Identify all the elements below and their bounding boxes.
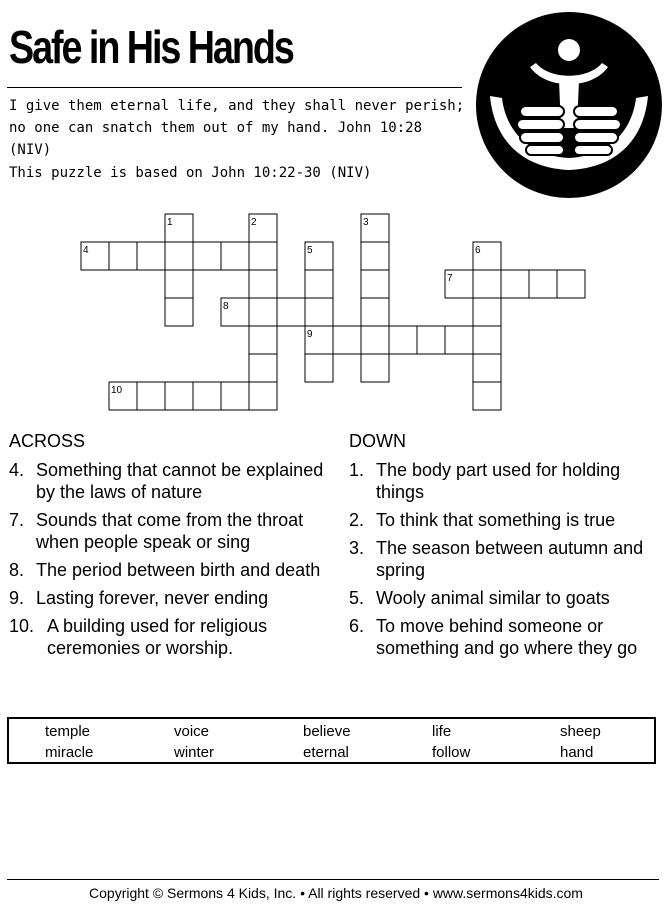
- clue-item: [9, 559, 329, 581]
- down-clues: [349, 430, 659, 665]
- crossword-cell[interactable]: [361, 298, 389, 326]
- crossword-cell[interactable]: [249, 298, 277, 326]
- title-divider: [7, 87, 462, 88]
- crossword-cell[interactable]: [305, 326, 333, 354]
- crossword-cell[interactable]: [109, 242, 137, 270]
- crossword-cell[interactable]: [137, 242, 165, 270]
- page-title: Safe in His Hands: [9, 21, 293, 73]
- copyright-footer: Copyright © Sermons 4 Kids, Inc. • All rights reserved • www.sermons4kids.com: [89, 885, 583, 901]
- clue-text: Something that cannot be explained by the laws of nature: [36, 460, 324, 502]
- word-bank-word: follow: [432, 744, 471, 761]
- clue-item: [349, 509, 659, 531]
- clue-num: 3.: [349, 538, 365, 558]
- crossword-cell[interactable]: [221, 242, 249, 270]
- crossword-cell[interactable]: [473, 354, 501, 382]
- clue-num: 9.: [9, 588, 25, 608]
- clue-text: The season between autumn and spring: [376, 538, 644, 580]
- clue-text: The body part used for holding things: [376, 460, 621, 502]
- crossword-cell[interactable]: [361, 354, 389, 382]
- clue-item: [349, 459, 659, 503]
- clue-num: 7.: [9, 510, 25, 530]
- clue-text: Wooly animal similar to goats: [376, 588, 610, 608]
- crossword-cell[interactable]: [473, 382, 501, 410]
- clue-number: 10: [111, 385, 123, 396]
- across-clues: [9, 430, 329, 665]
- crossword-cell[interactable]: [81, 242, 109, 270]
- crossword-cell[interactable]: [165, 382, 193, 410]
- clue-item: [9, 509, 329, 553]
- crossword-cell[interactable]: [445, 326, 473, 354]
- crossword-cell[interactable]: [277, 298, 305, 326]
- clue-number: 8: [223, 301, 229, 312]
- clue-item: [9, 459, 329, 503]
- crossword-cell[interactable]: [333, 326, 361, 354]
- crossword-cell[interactable]: [193, 242, 221, 270]
- crossword-cell[interactable]: [249, 382, 277, 410]
- crossword-cell[interactable]: [221, 382, 249, 410]
- clue-number: 4: [83, 245, 89, 256]
- word-bank-word: eternal: [303, 744, 349, 761]
- clue-item: [349, 615, 659, 659]
- clue-num: 5.: [349, 588, 365, 608]
- clue-text: To move behind someone or something and go where they go: [376, 616, 638, 658]
- clue-text: Lasting forever, never ending: [36, 588, 269, 608]
- clue-num: 1.: [349, 460, 365, 480]
- crossword-cell[interactable]: [389, 326, 417, 354]
- crossword-cell[interactable]: [249, 242, 277, 270]
- clue-number: 5: [307, 245, 313, 256]
- clue-number: 1: [167, 217, 173, 228]
- crossword-cell[interactable]: [557, 270, 585, 298]
- clue-num: 4.: [9, 460, 25, 480]
- word-bank-word: temple: [45, 723, 91, 740]
- crossword-cell[interactable]: [249, 354, 277, 382]
- word-bank: [7, 717, 656, 764]
- clue-num: 10.: [9, 616, 35, 636]
- crossword-cell[interactable]: [361, 214, 389, 242]
- across-heading: ACROSS: [9, 431, 86, 451]
- clue-number: 6: [475, 245, 481, 256]
- crossword-cell[interactable]: [249, 270, 277, 298]
- crossword-cell[interactable]: [361, 326, 389, 354]
- crossword-cell[interactable]: [137, 382, 165, 410]
- clue-number: 7: [447, 273, 453, 284]
- clue-num: 6.: [349, 616, 365, 636]
- clue-item: [349, 587, 659, 609]
- crossword-cell[interactable]: [305, 270, 333, 298]
- footer-divider: [7, 879, 659, 880]
- bible-verse: I give them eternal life, and they shall never perish; no one can snatch them out of my hand. John 10:28 (NIV): [9, 98, 465, 158]
- clue-text: The period between birth and death: [36, 560, 321, 580]
- crossword-cell[interactable]: [305, 242, 333, 270]
- puzzle-basis-note: This puzzle is based on John 10:22-30 (NIV): [9, 165, 372, 181]
- crossword-cell[interactable]: [165, 298, 193, 326]
- crossword-cell[interactable]: [361, 242, 389, 270]
- clue-number: 9: [307, 329, 313, 340]
- crossword-cell[interactable]: [305, 298, 333, 326]
- crossword-cell[interactable]: [165, 270, 193, 298]
- crossword-cell[interactable]: [361, 270, 389, 298]
- crossword-cell[interactable]: [473, 242, 501, 270]
- down-heading: DOWN: [349, 431, 406, 451]
- clue-text: To think that something is true: [376, 510, 616, 530]
- crossword-cell[interactable]: [221, 298, 249, 326]
- crossword-cell[interactable]: [249, 214, 277, 242]
- crossword-cell[interactable]: [249, 326, 277, 354]
- crossword-cell[interactable]: [529, 270, 557, 298]
- hands-holding-person-icon: [474, 10, 664, 200]
- word-bank-word: voice: [174, 723, 210, 740]
- crossword-cell[interactable]: [473, 270, 501, 298]
- crossword-cell[interactable]: [473, 326, 501, 354]
- crossword-cell[interactable]: [305, 354, 333, 382]
- word-bank-word: hand: [560, 744, 594, 761]
- crossword-cell[interactable]: [165, 214, 193, 242]
- clue-text: Sounds that come from the throat when people speak or sing: [36, 510, 304, 552]
- word-bank-word: believe: [303, 723, 351, 740]
- clue-item: [349, 537, 659, 581]
- crossword-cell[interactable]: [109, 382, 137, 410]
- crossword-cell[interactable]: [193, 382, 221, 410]
- crossword-cell[interactable]: [417, 326, 445, 354]
- clue-item: [9, 587, 329, 609]
- clue-number: 2: [251, 217, 257, 228]
- word-bank-word: life: [432, 723, 452, 740]
- crossword-cell[interactable]: [473, 298, 501, 326]
- clue-text: A building used for religious ceremonies or worship.: [47, 616, 268, 658]
- crossword-cell[interactable]: [501, 270, 529, 298]
- word-bank-word: winter: [174, 744, 215, 761]
- clue-item: [9, 615, 329, 659]
- crossword-cell[interactable]: [165, 242, 193, 270]
- clue-num: 8.: [9, 560, 25, 580]
- clue-number: 3: [363, 217, 369, 228]
- word-bank-word: miracle: [45, 744, 94, 761]
- crossword-cell[interactable]: [445, 270, 473, 298]
- clue-num: 2.: [349, 510, 365, 530]
- word-bank-word: sheep: [560, 723, 601, 740]
